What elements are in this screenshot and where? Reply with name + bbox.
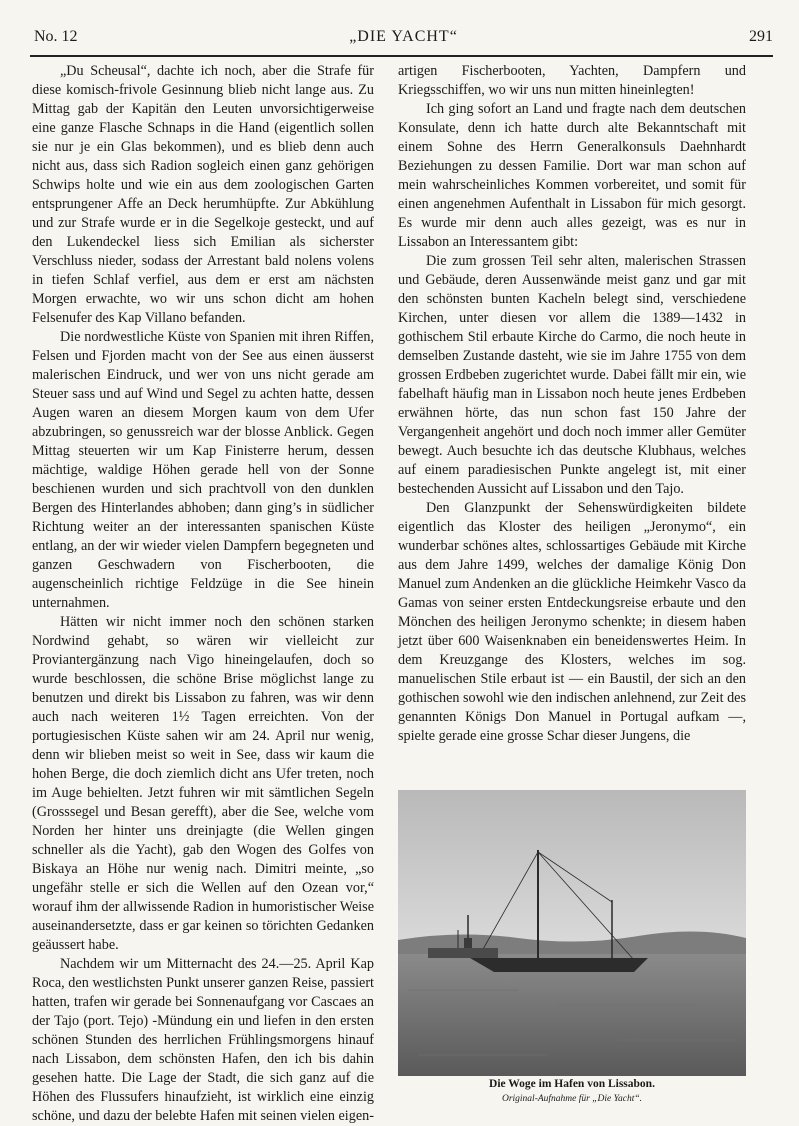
- paragraph: „Du Scheusal“, dachte ich noch, aber die Strafe für diese komisch-frivole Gesinnung blieb nicht lange aus. Zu Mittag gab der Kapitän den Leuten unvorsichtigerweise eine ganze Flasche Schnaps in die Hand (eigentlich sollen sie nur je ein Glas bekommen), und es blieb denn auch nicht aus, dass sich Radion sogleich einen ganz gehörigen Schwips holte und wie ein aus dem zoologischen Garten entsprungener Affe an Deck herumhüpfte. Zur Abkühlung und zur Strafe wurde er in die Segelkoje gesteckt, und auf den Lukendeckel liess sich Emilian als sicherster Verschluss nieder, sodass der Arrestant bald nolens volens in tiefen Schlaf verfiel, aus dem er erst am nächsten Morgen erwachte, wo wir uns schon dicht am hohen Felsenufer des Kap Villano befanden.: [32, 63, 374, 326]
- right-column: [398, 62, 746, 746]
- journal-title: „DIE YACHT“: [349, 28, 458, 45]
- paragraph: Hätten wir nicht immer noch den schönen starken Nordwind gehabt, so wären wir vielleicht zur Proviantergänzung nach Vigo hineingelaufen, doch so wurde beschlossen, die schöne Brise möglichst lange zu benutzen und direkt bis Lissabon zu fahren, was wir denn auch nach weiteren 1½ Tagen erreichten. Von der portugiesischen Küste sahen wir am 24. April nur wenig, denn wir blieben meist so weit in See, dass wir kaum die hohen Berge, die doch ziemlich dicht ans Ufer treten, noch im Auge behielten. Jetzt fuhren wir mit sämtlichen Segeln (Grosssegel und Besan gerefft), aber die See, welche vom Norden her hinter uns dreinjagte (die Wellen gingen schneller als die Yacht), gab den Wogen des Golfes von Biskaya an Höhe nur wenig nach. Dimitri meinte, „so ungefähr stelle er sich die Wellen auf den Ozean vor,“ worauf ihm der allwissende Radion in humoristischer Weise auseinandersetzte, dass er gar keinen so törichten Gedanken geäussert habe.: [32, 614, 374, 953]
- paragraph: Die zum grossen Teil sehr alten, malerischen Strassen und Gebäude, deren Aussenwände meist ganz und gar mit den schönsten bunten Kacheln belegt sind, verschiedene Kirchen, unter diesen vor allem die 1389—1432 in gothischem Stil erbaute Kirche do Carmo, die noch heute in demselben Zustande dasteht, wie sie im Jahre 1755 von dem grossen Erdbeben zugerichtet wurde. Dabei fällt mir ein, wie fabelhaft häufig man in Lissabon noch heute jenes Erdbeben erwähnen hörte, das nun schon fast 150 Jahre der Vergangenheit angehört und doch noch immer aller Gemüter bewegt. Auch besuchte ich das deutsche Klubhaus, welches auf einem paradiesischen Punkte angelegt ist, mit einer bestechenden Aussicht auf Lissabon und den Tajo.: [398, 253, 746, 497]
- paragraph: Ich ging sofort an Land und fragte nach dem deutschen Konsulate, denn ich hatte durch alte Bekanntschaft mit einem Sohne des Herrn Generalkonsuls Daehnhardt Beziehungen zu dessen Familie. Dort war man schon auf mein wahrscheinliches Kommen vorbereitet, und somit für einen angenehmen Aufenthalt in Lissabon für mich gesorgt. Es wurde mir denn auch alles gezeigt, was es nur in Lissabon an Interessantem gibt:: [398, 101, 746, 250]
- figure-caption: Die Woge im Hafen von Lissabon.: [489, 1078, 655, 1090]
- paragraph: Den Glanzpunkt der Sehenswürdigkeiten bildete eigentlich das Kloster des heiligen „Jeronymo“, ein wunderbar schönes altes, schlossartiges Gebäude mit Kirche aus dem Jahre 1499, welches der damalige König Don Manuel zum Andenken an die glückliche Heimkehr Vasco da Gamas von seiner ersten Entdeckungsreise erbaute und den Mönchen des heiligen Jeronymo schenkte; in diesem haben jetzt über 600 Waisenknaben ein beneidenswertes Heim. In dem Kreuzgange des Klosters, welches im sog. manuelischen Stile erbaut ist — ein Baustil, der sich an den gothischen sowohl wie den indischen anlehnend, zur Zeit des genannten Königs Don Manuel in Portugal aufkam —, spielte gerade eine grosse Schar dieser Jungens, die: [398, 500, 746, 744]
- paragraph: Nachdem wir um Mitternacht des 24.—25. April Kap Roca, den westlichsten Punkt unserer ganzen Reise, passiert hatten, trafen wir gerade bei Sonnenaufgang vor Cascaes an der Tajo (port. Tejo) -Mündung ein und liefen in den ersten schönen Stunden des herrlichen Frühlingsmorgens hinauf nach Lissabon, dem schönsten Hafen, den ich bis dahin gesehen hatte. Die Lage der Stadt, die sich ganz auf die Höhen des Flussufers hinaufzieht, ist wirklich eine einzig schöne, und dazu der belebte Hafen mit seinen vielen eigen-: [32, 956, 374, 1124]
- paragraph: artigen Fischerbooten, Yachten, Dampfern und Kriegsschiffen, wo wir uns nun mitten hineinlegten!: [398, 63, 746, 98]
- page-header: [34, 28, 773, 52]
- yacht-harbor-image: [398, 790, 746, 1076]
- figure-credit: Original-Aufnahme für „Die Yacht“.: [501, 1094, 643, 1104]
- left-column: [32, 62, 374, 1126]
- page-number: 291: [749, 28, 773, 45]
- paragraph: Die nordwestliche Küste von Spanien mit ihren Riffen, Felsen und Fjorden macht von der See aus einen äusserst malerischen Eindruck, und wer von uns nicht gerade am Steuer sass und auf Wind und Segel zu achten hatte, dessen Augen waren an diesem Morgen kaum von dem Ufer abzubringen, so genussreich war der blosse Anblick. Gegen Mittag steuerten wir um Kap Finisterre herum, dessen mächtige, waldige Höhen gerade hell von der Sonne beschienen wurden und sich prachtvoll von den dunklen Bergen des Hinterlandes abhoben; dann ging’s in südlicher Richtung weiter an der interessanten spanischen Küste entlang, an der wir wieder vielen Dampfern begegneten und ganzen Geschwadern von Fischerbooten, die augenscheinlich richtige Feldzüge in die See hinein unternahmen.: [32, 329, 374, 611]
- harbor-photograph: [398, 790, 746, 1076]
- issue-number: No. 12: [34, 28, 78, 45]
- header-rule: [30, 55, 773, 57]
